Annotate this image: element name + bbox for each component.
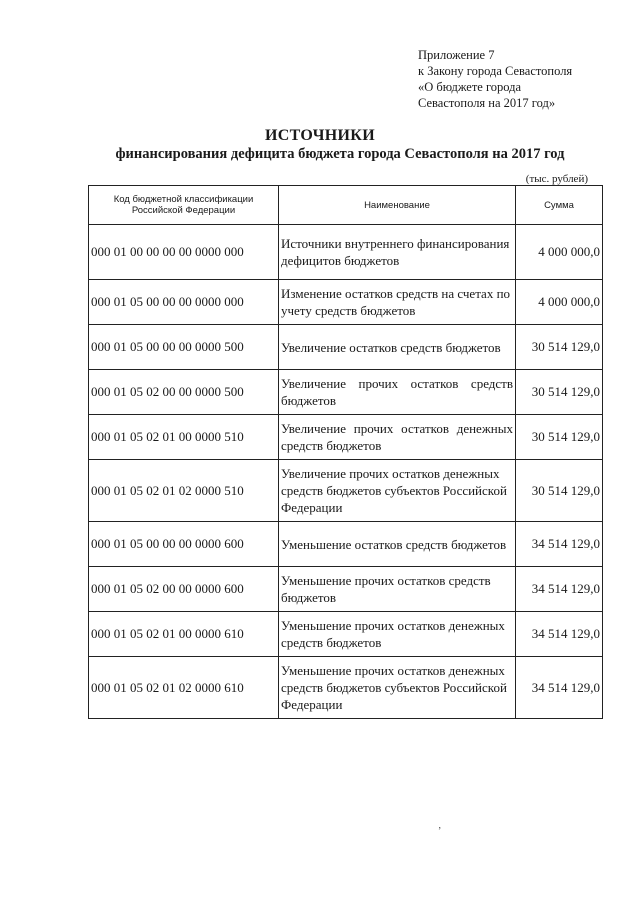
row-sum: 4 000 000,0 xyxy=(516,225,603,280)
appendix-line-1: Приложение 7 xyxy=(418,48,495,62)
row-sum: 30 514 129,0 xyxy=(516,415,603,460)
table-row xyxy=(89,415,603,460)
units-note: (тыс. рублей) xyxy=(525,173,588,185)
row-sum: 34 514 129,0 xyxy=(516,612,603,657)
row-code: 000 01 05 00 00 00 0000 500 xyxy=(89,325,279,370)
row-name: Увеличение прочих остатков средств бюджетов xyxy=(279,370,516,415)
table-row xyxy=(89,370,603,415)
row-sum: 34 514 129,0 xyxy=(516,522,603,567)
row-sum: 34 514 129,0 xyxy=(516,657,603,719)
row-name: Изменение остатков средств на счетах по учету средств бюджетов xyxy=(279,280,516,325)
header-code: Код бюджетной классификации Российской Федерации xyxy=(89,186,279,225)
table-row xyxy=(89,280,603,325)
row-sum: 30 514 129,0 xyxy=(516,325,603,370)
appendix-line-4: Севастополя на 2017 год» xyxy=(418,96,556,110)
sources-table xyxy=(88,185,603,719)
table-row xyxy=(89,225,603,280)
appendix-line-3: «О бюджете города xyxy=(418,80,522,94)
row-name: Уменьшение прочих остатков средств бюджетов xyxy=(279,567,516,612)
header-sum: Сумма xyxy=(516,186,603,225)
table-row xyxy=(89,460,603,522)
row-sum: 34 514 129,0 xyxy=(516,567,603,612)
row-code: 000 01 05 02 00 00 0000 600 xyxy=(89,567,279,612)
row-name: Увеличение прочих остатков денежных средств бюджетов xyxy=(279,415,516,460)
appendix-reference xyxy=(418,47,618,111)
row-name: Источники внутреннего финансирования дефицитов бюджетов xyxy=(279,225,516,280)
row-code: 000 01 05 00 00 00 0000 600 xyxy=(89,522,279,567)
header-name: Наименование xyxy=(279,186,516,225)
row-code: 000 01 05 00 00 00 0000 000 xyxy=(89,280,279,325)
table-row xyxy=(89,612,603,657)
row-name: Уменьшение прочих остатков денежных средств бюджетов субъектов Российской Федерации xyxy=(279,657,516,719)
row-name: Увеличение прочих остатков денежных средств бюджетов субъектов Российской Федерации xyxy=(279,460,516,522)
row-name: Уменьшение остатков средств бюджетов xyxy=(279,522,516,567)
row-code: 000 01 05 02 01 00 0000 610 xyxy=(89,612,279,657)
table-row xyxy=(89,567,603,612)
table-row xyxy=(89,522,603,567)
table-row xyxy=(89,657,603,719)
row-code: 000 01 05 02 01 02 0000 510 xyxy=(89,460,279,522)
row-name: Увеличение остатков средств бюджетов xyxy=(279,325,516,370)
document-title: ИСТОЧНИКИ xyxy=(265,127,375,144)
row-code: 000 01 05 02 00 00 0000 500 xyxy=(89,370,279,415)
row-code: 000 01 05 02 01 02 0000 610 xyxy=(89,657,279,719)
table-row xyxy=(89,325,603,370)
row-code: 000 01 05 02 01 00 0000 510 xyxy=(89,415,279,460)
row-sum: 30 514 129,0 xyxy=(516,460,603,522)
table-header-row xyxy=(89,186,603,225)
appendix-line-2: к Закону города Севастополя xyxy=(418,64,573,78)
row-name: Уменьшение прочих остатков денежных средств бюджетов xyxy=(279,612,516,657)
document-subtitle: финансирования дефицита бюджета города Севастополя на 2017 год xyxy=(115,146,565,162)
row-sum: 4 000 000,0 xyxy=(516,280,603,325)
row-code: 000 01 00 00 00 00 0000 000 xyxy=(89,225,279,280)
stray-mark: ’ xyxy=(438,826,442,837)
row-sum: 30 514 129,0 xyxy=(516,370,603,415)
